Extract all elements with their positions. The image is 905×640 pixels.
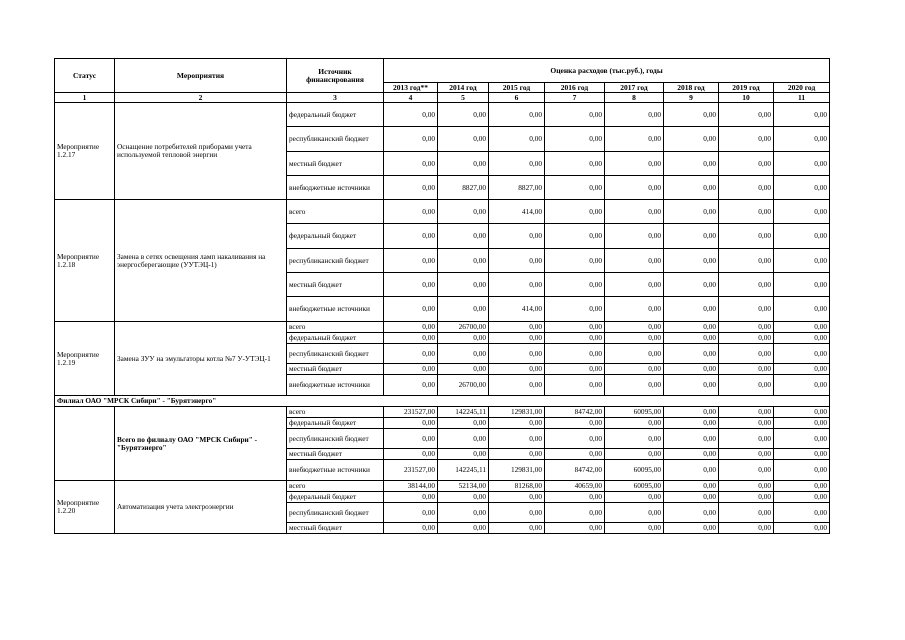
value-cell: 0,00 — [774, 200, 830, 224]
column-number: 6 — [489, 93, 545, 103]
event-cell: Замена ЗУУ на эмульгаторы котла №7 У-УТЭЦ-1 — [115, 322, 287, 396]
source-cell: местный бюджет — [287, 364, 384, 375]
value-cell: 26700,00 — [438, 375, 489, 396]
value-cell: 0,00 — [384, 176, 438, 200]
value-cell: 84742,00 — [545, 407, 605, 418]
value-cell: 0,00 — [664, 224, 719, 249]
section-row — [55, 396, 830, 407]
value-cell: 0,00 — [719, 224, 774, 249]
value-cell: 0,00 — [719, 460, 774, 481]
value-cell: 0,00 — [438, 364, 489, 375]
source-cell: внебюджетные источники — [287, 375, 384, 396]
column-number: 1 — [55, 93, 115, 103]
value-cell: 0,00 — [719, 523, 774, 534]
section-title: Филиал ОАО "МРСК Сибири" - "Бурятэнерго" — [55, 396, 830, 407]
table-row — [55, 200, 830, 224]
value-cell: 414,00 — [489, 200, 545, 224]
value-cell: 0,00 — [438, 200, 489, 224]
source-cell: местный бюджет — [287, 523, 384, 534]
value-cell: 0,00 — [664, 364, 719, 375]
source-cell: местный бюджет — [287, 152, 384, 176]
value-cell: 0,00 — [384, 249, 438, 273]
value-cell: 0,00 — [605, 176, 664, 200]
source-cell: республиканский бюджет — [287, 503, 384, 523]
value-cell: 0,00 — [489, 224, 545, 249]
value-cell: 0,00 — [664, 523, 719, 534]
value-cell: 0,00 — [774, 449, 830, 460]
value-cell: 0,00 — [774, 152, 830, 176]
value-cell: 0,00 — [774, 103, 830, 127]
source-cell: внебюджетные источники — [287, 176, 384, 200]
value-cell: 0,00 — [489, 273, 545, 297]
value-cell: 0,00 — [605, 249, 664, 273]
value-cell: 60095,00 — [605, 407, 664, 418]
event-cell: Замена в сетях освещения ламп накаливания на энергосберегающие (УУТЭЦ-1) — [115, 200, 287, 322]
value-cell: 129831,00 — [489, 460, 545, 481]
source-cell: всего — [287, 200, 384, 224]
value-cell: 0,00 — [719, 200, 774, 224]
header-row — [55, 59, 830, 83]
value-cell: 0,00 — [489, 449, 545, 460]
value-cell: 0,00 — [438, 273, 489, 297]
column-number: 11 — [774, 93, 830, 103]
value-cell: 129831,00 — [489, 407, 545, 418]
header-year: 2017 год — [605, 83, 664, 93]
value-cell: 8827,00 — [489, 176, 545, 200]
source-cell: всего — [287, 407, 384, 418]
value-cell: 0,00 — [719, 333, 774, 344]
column-number: 7 — [545, 93, 605, 103]
value-cell: 0,00 — [545, 200, 605, 224]
value-cell: 60095,00 — [605, 481, 664, 492]
value-cell: 0,00 — [384, 429, 438, 449]
value-cell: 0,00 — [438, 152, 489, 176]
value-cell: 0,00 — [605, 503, 664, 523]
value-cell: 0,00 — [664, 273, 719, 297]
value-cell: 0,00 — [438, 344, 489, 364]
column-number: 9 — [664, 93, 719, 103]
value-cell: 0,00 — [545, 103, 605, 127]
value-cell: 0,00 — [545, 375, 605, 396]
value-cell: 231527,00 — [384, 460, 438, 481]
value-cell: 0,00 — [774, 333, 830, 344]
value-cell: 40659,00 — [545, 481, 605, 492]
value-cell: 0,00 — [664, 449, 719, 460]
column-numbers-row — [55, 93, 830, 103]
value-cell: 0,00 — [489, 344, 545, 364]
value-cell: 0,00 — [719, 344, 774, 364]
value-cell: 142245,11 — [438, 407, 489, 418]
value-cell: 0,00 — [774, 127, 830, 152]
value-cell: 0,00 — [664, 333, 719, 344]
value-cell: 0,00 — [384, 333, 438, 344]
document-page — [54, 58, 830, 534]
value-cell: 0,00 — [774, 503, 830, 523]
value-cell: 0,00 — [774, 492, 830, 503]
value-cell: 0,00 — [489, 333, 545, 344]
value-cell: 0,00 — [774, 249, 830, 273]
value-cell: 0,00 — [774, 273, 830, 297]
value-cell: 0,00 — [545, 273, 605, 297]
value-cell: 0,00 — [774, 176, 830, 200]
value-cell: 0,00 — [664, 492, 719, 503]
value-cell: 0,00 — [545, 503, 605, 523]
value-cell: 0,00 — [545, 322, 605, 333]
value-cell: 0,00 — [489, 364, 545, 375]
source-cell: внебюджетные источники — [287, 460, 384, 481]
header-source: Источник финансирования — [287, 59, 384, 93]
value-cell: 0,00 — [438, 418, 489, 429]
value-cell: 0,00 — [605, 273, 664, 297]
value-cell: 142245,11 — [438, 460, 489, 481]
value-cell: 0,00 — [774, 481, 830, 492]
value-cell: 0,00 — [719, 273, 774, 297]
source-cell: республиканский бюджет — [287, 344, 384, 364]
table-row — [55, 322, 830, 333]
value-cell: 0,00 — [438, 224, 489, 249]
value-cell: 0,00 — [545, 297, 605, 322]
value-cell: 0,00 — [384, 152, 438, 176]
event-cell: Всего по филиалу ОАО "МРСК Сибири" - "Бурятэнерго" — [115, 407, 287, 481]
column-number: 8 — [605, 93, 664, 103]
value-cell: 0,00 — [545, 364, 605, 375]
event-cell: Оснащение потребителей приборами учета используемой тепловой энергии — [115, 103, 287, 200]
value-cell: 0,00 — [384, 364, 438, 375]
value-cell: 0,00 — [719, 407, 774, 418]
value-cell: 0,00 — [438, 297, 489, 322]
value-cell: 0,00 — [384, 503, 438, 523]
table-row — [55, 407, 830, 418]
value-cell: 0,00 — [384, 418, 438, 429]
value-cell: 0,00 — [719, 364, 774, 375]
status-cell — [55, 407, 115, 481]
value-cell: 0,00 — [438, 449, 489, 460]
source-cell: федеральный бюджет — [287, 103, 384, 127]
value-cell: 81268,00 — [489, 481, 545, 492]
value-cell: 0,00 — [605, 322, 664, 333]
value-cell: 0,00 — [489, 492, 545, 503]
header-event: Мероприятия — [115, 59, 287, 93]
value-cell: 0,00 — [719, 152, 774, 176]
value-cell: 0,00 — [489, 103, 545, 127]
value-cell: 0,00 — [719, 127, 774, 152]
header-year: 2019 год — [719, 83, 774, 93]
header-year: 2016 год — [545, 83, 605, 93]
value-cell: 0,00 — [438, 333, 489, 344]
value-cell: 0,00 — [384, 322, 438, 333]
value-cell: 0,00 — [719, 322, 774, 333]
value-cell: 0,00 — [384, 224, 438, 249]
value-cell: 0,00 — [438, 523, 489, 534]
value-cell: 0,00 — [774, 418, 830, 429]
value-cell: 0,00 — [384, 344, 438, 364]
column-number: 5 — [438, 93, 489, 103]
value-cell: 414,00 — [489, 297, 545, 322]
value-cell: 0,00 — [719, 449, 774, 460]
value-cell: 8827,00 — [438, 176, 489, 200]
value-cell: 0,00 — [664, 127, 719, 152]
header-year: 2018 год — [664, 83, 719, 93]
value-cell: 0,00 — [664, 460, 719, 481]
value-cell: 0,00 — [719, 418, 774, 429]
table-row — [55, 103, 830, 127]
value-cell: 0,00 — [545, 344, 605, 364]
value-cell: 84742,00 — [545, 460, 605, 481]
value-cell: 0,00 — [774, 224, 830, 249]
value-cell: 0,00 — [664, 407, 719, 418]
header-year: 2020 год — [774, 83, 830, 93]
value-cell: 0,00 — [489, 249, 545, 273]
value-cell: 0,00 — [664, 103, 719, 127]
value-cell: 0,00 — [489, 127, 545, 152]
column-number: 3 — [287, 93, 384, 103]
value-cell: 0,00 — [384, 103, 438, 127]
value-cell: 0,00 — [605, 523, 664, 534]
value-cell: 0,00 — [605, 224, 664, 249]
value-cell: 38144,00 — [384, 481, 438, 492]
value-cell: 0,00 — [605, 333, 664, 344]
value-cell: 0,00 — [545, 523, 605, 534]
source-cell: всего — [287, 481, 384, 492]
column-number: 10 — [719, 93, 774, 103]
value-cell: 0,00 — [664, 200, 719, 224]
source-cell: местный бюджет — [287, 273, 384, 297]
value-cell: 0,00 — [719, 297, 774, 322]
value-cell: 0,00 — [774, 407, 830, 418]
value-cell: 0,00 — [664, 503, 719, 523]
value-cell: 0,00 — [545, 152, 605, 176]
source-cell: федеральный бюджет — [287, 333, 384, 344]
value-cell: 0,00 — [774, 429, 830, 449]
value-cell: 0,00 — [545, 449, 605, 460]
value-cell: 0,00 — [489, 152, 545, 176]
header-year: 2015 год — [489, 83, 545, 93]
event-cell: Автоматизация учета электроэнергии — [115, 481, 287, 534]
value-cell: 0,00 — [605, 429, 664, 449]
value-cell: 231527,00 — [384, 407, 438, 418]
value-cell: 0,00 — [605, 375, 664, 396]
value-cell: 0,00 — [384, 449, 438, 460]
column-number: 2 — [115, 93, 287, 103]
status-cell: Мероприятие 1.2.18 — [55, 200, 115, 322]
source-cell: местный бюджет — [287, 449, 384, 460]
value-cell: 0,00 — [384, 492, 438, 503]
table-body — [55, 103, 830, 534]
value-cell: 0,00 — [719, 492, 774, 503]
value-cell: 0,00 — [664, 297, 719, 322]
expenditure-table — [54, 58, 830, 534]
column-number: 4 — [384, 93, 438, 103]
value-cell: 0,00 — [384, 273, 438, 297]
value-cell: 0,00 — [605, 127, 664, 152]
source-cell: всего — [287, 322, 384, 333]
value-cell: 0,00 — [719, 176, 774, 200]
value-cell: 0,00 — [605, 344, 664, 364]
value-cell: 0,00 — [545, 429, 605, 449]
header-estimate: Оценка расходов (тыс.руб.), годы — [384, 59, 830, 83]
table-row — [55, 481, 830, 492]
value-cell: 0,00 — [774, 344, 830, 364]
status-cell: Мероприятие 1.2.20 — [55, 481, 115, 534]
value-cell: 0,00 — [489, 322, 545, 333]
value-cell: 52134,00 — [438, 481, 489, 492]
value-cell: 0,00 — [719, 503, 774, 523]
value-cell: 0,00 — [545, 224, 605, 249]
value-cell: 0,00 — [438, 503, 489, 523]
value-cell: 0,00 — [384, 127, 438, 152]
value-cell: 0,00 — [719, 103, 774, 127]
value-cell: 0,00 — [664, 249, 719, 273]
value-cell: 0,00 — [774, 364, 830, 375]
value-cell: 0,00 — [664, 176, 719, 200]
value-cell: 0,00 — [664, 481, 719, 492]
source-cell: федеральный бюджет — [287, 492, 384, 503]
value-cell: 0,00 — [384, 297, 438, 322]
value-cell: 0,00 — [545, 176, 605, 200]
value-cell: 0,00 — [545, 333, 605, 344]
header-year: 2013 год** — [384, 83, 438, 93]
value-cell: 0,00 — [719, 375, 774, 396]
value-cell: 26700,00 — [438, 322, 489, 333]
value-cell: 0,00 — [545, 249, 605, 273]
source-cell: внебюджетные источники — [287, 297, 384, 322]
source-cell: федеральный бюджет — [287, 224, 384, 249]
value-cell: 0,00 — [719, 249, 774, 273]
value-cell: 0,00 — [605, 492, 664, 503]
value-cell: 0,00 — [489, 375, 545, 396]
value-cell: 0,00 — [489, 523, 545, 534]
value-cell: 0,00 — [438, 492, 489, 503]
value-cell: 0,00 — [545, 492, 605, 503]
value-cell: 0,00 — [545, 127, 605, 152]
value-cell: 60095,00 — [605, 460, 664, 481]
value-cell: 0,00 — [664, 152, 719, 176]
value-cell: 0,00 — [384, 375, 438, 396]
value-cell: 0,00 — [605, 449, 664, 460]
value-cell: 0,00 — [774, 297, 830, 322]
value-cell: 0,00 — [384, 523, 438, 534]
source-cell: федеральный бюджет — [287, 418, 384, 429]
value-cell: 0,00 — [489, 418, 545, 429]
value-cell: 0,00 — [719, 429, 774, 449]
value-cell: 0,00 — [774, 460, 830, 481]
value-cell: 0,00 — [605, 152, 664, 176]
value-cell: 0,00 — [664, 375, 719, 396]
value-cell: 0,00 — [664, 418, 719, 429]
source-cell: республиканский бюджет — [287, 127, 384, 152]
value-cell: 0,00 — [605, 418, 664, 429]
value-cell: 0,00 — [719, 481, 774, 492]
value-cell: 0,00 — [489, 503, 545, 523]
header-year: 2014 год — [438, 83, 489, 93]
value-cell: 0,00 — [489, 429, 545, 449]
value-cell: 0,00 — [438, 103, 489, 127]
value-cell: 0,00 — [384, 200, 438, 224]
value-cell: 0,00 — [605, 364, 664, 375]
value-cell: 0,00 — [664, 429, 719, 449]
value-cell: 0,00 — [438, 249, 489, 273]
value-cell: 0,00 — [664, 322, 719, 333]
source-cell: республиканский бюджет — [287, 429, 384, 449]
value-cell: 0,00 — [774, 322, 830, 333]
value-cell: 0,00 — [605, 297, 664, 322]
header-status: Статус — [55, 59, 115, 93]
value-cell: 0,00 — [605, 200, 664, 224]
value-cell: 0,00 — [605, 103, 664, 127]
value-cell: 0,00 — [438, 429, 489, 449]
value-cell: 0,00 — [438, 127, 489, 152]
status-cell: Мероприятие 1.2.19 — [55, 322, 115, 396]
value-cell: 0,00 — [774, 523, 830, 534]
value-cell: 0,00 — [545, 418, 605, 429]
value-cell: 0,00 — [774, 375, 830, 396]
status-cell: Мероприятие 1.2.17 — [55, 103, 115, 200]
source-cell: республиканский бюджет — [287, 249, 384, 273]
value-cell: 0,00 — [664, 344, 719, 364]
